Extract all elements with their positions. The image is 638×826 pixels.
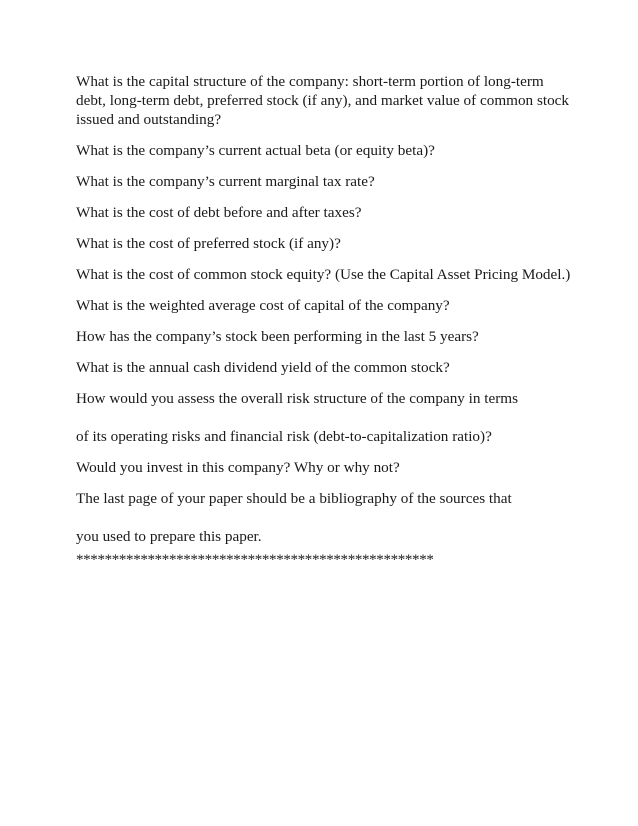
question-marginal-tax-rate: What is the company’s current marginal tax rate? [76, 173, 375, 190]
question-risk-structure-line-2: of its operating risks and financial risk (debt-to-capitalization ratio)? [76, 428, 492, 445]
question-invest: Would you invest in this company? Why or why not? [76, 459, 400, 476]
question-cost-of-equity: What is the cost of common stock equity? (Use the Capital Asset Pricing Model.) [76, 266, 571, 283]
bibliography-instruction-line-2: you used to prepare this paper. [76, 528, 262, 545]
bibliography-instruction-line-1: The last page of your paper should be a bibliography of the sources that [76, 490, 512, 507]
question-beta: What is the company’s current actual beta (or equity beta)? [76, 142, 435, 159]
asterisk-separator: ************************************************** [76, 553, 434, 567]
question-capital-structure: What is the capital structure of the company: short-term portion of long-term debt, long-term debt, preferred stock (if any), and market value of common stock issued and outstanding? [76, 73, 570, 128]
question-wacc: What is the weighted average cost of capital of the company? [76, 297, 450, 314]
question-risk-structure-line-1: How would you assess the overall risk structure of the company in terms [76, 390, 519, 407]
document-body [76, 72, 576, 567]
question-stock-performance: How has the company’s stock been performing in the last 5 years? [76, 328, 479, 345]
question-cost-of-debt: What is the cost of debt before and after taxes? [76, 204, 362, 221]
question-dividend-yield: What is the annual cash dividend yield of the common stock? [76, 359, 450, 376]
question-cost-of-preferred-stock: What is the cost of preferred stock (if any)? [76, 235, 341, 252]
